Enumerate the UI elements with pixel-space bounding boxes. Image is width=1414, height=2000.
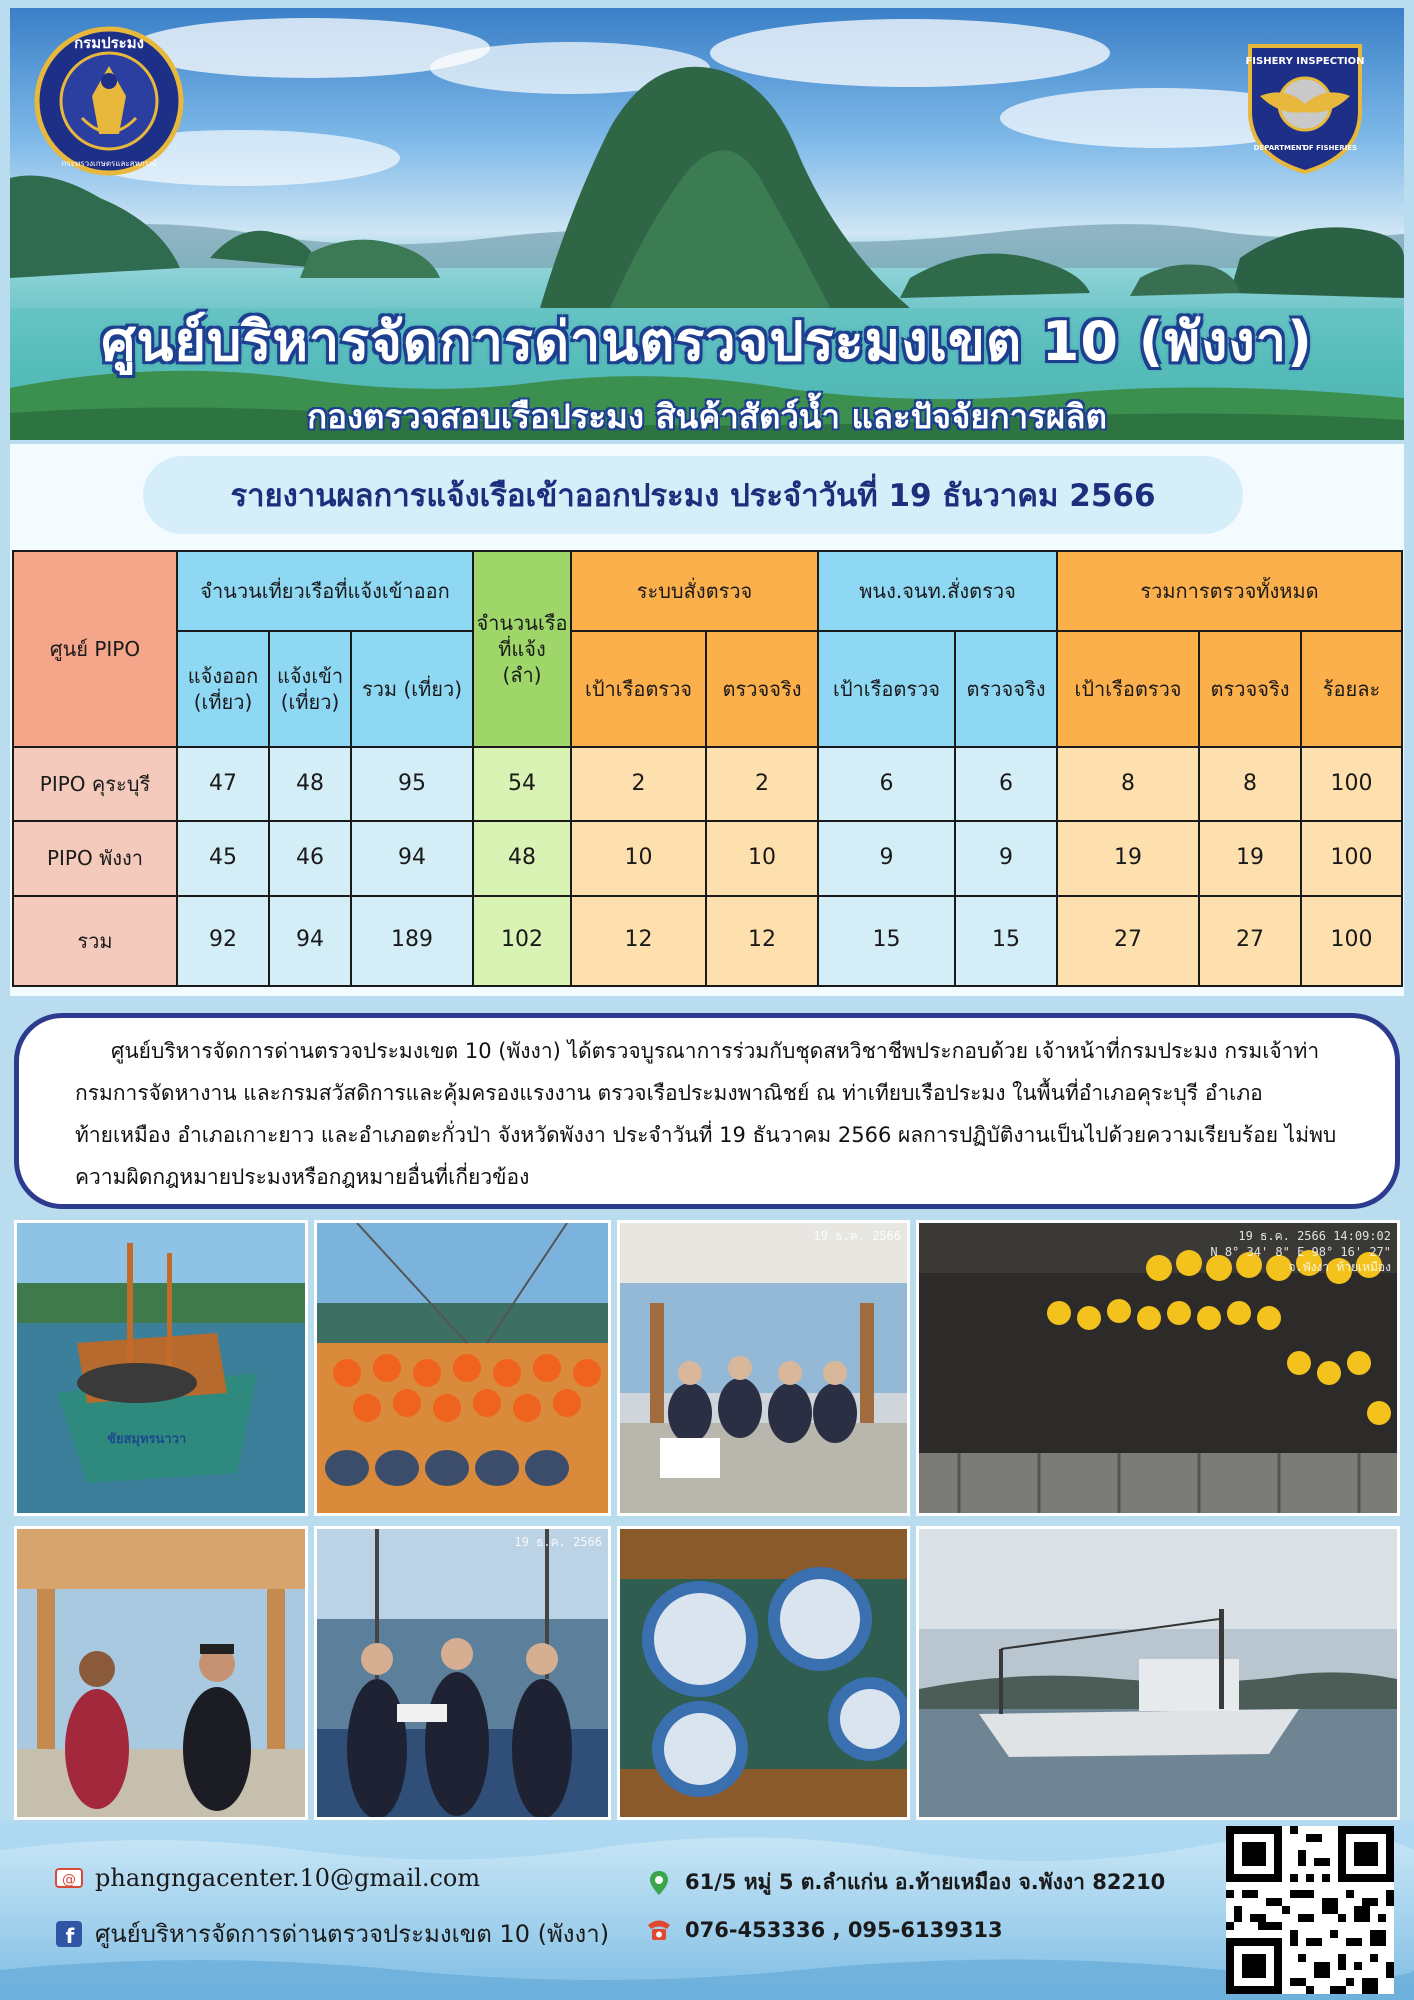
facebook-page-name[interactable]: ศูนย์บริหารจัดการด่านตรวจประมงเขต 10 (พังงา) <box>95 1920 610 1948</box>
cell-percent: 100 <box>1301 896 1402 986</box>
table-header-row-1 <box>13 551 1402 631</box>
cell-trips-in: 94 <box>269 896 351 986</box>
cell-trips-in: 48 <box>269 747 351 821</box>
cell-percent: 100 <box>1301 747 1402 821</box>
row-center: PIPO พังงา <box>13 821 177 895</box>
cell-officer-actual: 9 <box>955 821 1057 895</box>
header-total-target: เป้าเรือตรวจ <box>1057 631 1199 747</box>
email-icon <box>55 1864 83 1892</box>
svg-text:f: f <box>65 1923 75 1948</box>
header-boats: จำนวนเรือที่แจ้ง (ลำ) <box>473 551 571 747</box>
header-officer-actual: ตรวจจริง <box>955 631 1057 747</box>
svg-text:@: @ <box>62 1872 76 1888</box>
cell-trips-total: 189 <box>351 896 473 986</box>
header-trips-group: จำนวนเที่ยวเรือที่แจ้งเข้าออก <box>177 551 473 631</box>
cell-trips-out: 45 <box>177 821 269 895</box>
contact-email[interactable] <box>55 1864 480 1892</box>
cell-officer-target: 15 <box>818 896 955 986</box>
cell-total-actual: 19 <box>1199 821 1301 895</box>
cell-percent: 100 <box>1301 821 1402 895</box>
cell-trips-out: 47 <box>177 747 269 821</box>
cell-boats: 54 <box>473 747 571 821</box>
photo-officers-at-table <box>617 1220 910 1516</box>
cell-system-target: 2 <box>571 747 706 821</box>
fishery-inspection-logo <box>1230 26 1380 176</box>
cell-total-actual: 27 <box>1199 896 1301 986</box>
photo-stamp-place: จ.พังงา ท้ายเหมือง <box>1288 1260 1391 1275</box>
photo-officer-checking-crew <box>14 1526 308 1820</box>
contact-address <box>645 1866 1165 1899</box>
cell-officer-actual: 15 <box>955 896 1057 986</box>
header-system-target: เป้าเรือตรวจ <box>571 631 706 747</box>
header-center: ศูนย์ PIPO <box>13 551 177 747</box>
footer-wave-decoration <box>0 1820 1414 2000</box>
summary-paragraph: ศูนย์บริหารจัดการด่านตรวจประมงเขต 10 (พังงา) ได้ตรวจบูรณาการร่วมกับชุดสหวิชาชีพประกอบด้วย เจ้าหน้าที่กรมประมง กรมเจ้าท่า กรมการจัดหางาน และกรมสวัสดิการและคุ้มครองแรงงาน ตรวจเรือประมงพาณิชย์ ณ ท่าเทียบเรือประมง ในพื้นที่อำเภอคุระบุรี อำเภอท้ายเหมือง อำเภอเกาะยาว และอำเภอตะกั่วป่า จังหวัดพังงา ประจำวันที่ 19 ธันวาคม 2566 ผลการปฏิบัติงานเป็นไปด้วยความเรียบร้อย ไม่พบความผิดกฎหมายประมงหรือกฎหมายอื่นที่เกี่ยวข้อง <box>14 1013 1400 1209</box>
header-total-actual: ตรวจจริง <box>1199 631 1301 747</box>
photo-stamp-coords: N 8° 34' 8" E 98° 16' 27" <box>1210 1244 1391 1259</box>
header-percent: ร้อยละ <box>1301 631 1402 747</box>
cell-total-target: 19 <box>1057 821 1199 895</box>
table-header-row-2 <box>13 631 1402 747</box>
cell-system-actual: 12 <box>706 896 818 986</box>
page-subtitle: กองตรวจสอบเรือประมง สินค้าสัตว์น้ำ และปัจจัยการผลิต <box>307 397 1107 436</box>
cell-total-target: 8 <box>1057 747 1199 821</box>
address-text: 61/5 หมู่ 5 ต.ลำแก่น อ.ท้ายเหมือง จ.พังงา 82210 <box>685 1870 1166 1894</box>
cell-total-actual: 8 <box>1199 747 1301 821</box>
boat-name-label: ชัยสมุทรนาวา <box>107 1432 187 1447</box>
cell-boats: 48 <box>473 821 571 895</box>
photo-fishing-nets-floats <box>916 1220 1400 1516</box>
cell-total-target: 27 <box>1057 896 1199 986</box>
cell-system-target: 10 <box>571 821 706 895</box>
photo-fishing-boat-dock <box>14 1220 308 1516</box>
header-trips-total: รวม (เที่ยว) <box>351 631 473 747</box>
phone-icon <box>645 1916 673 1944</box>
logo-right-center-text: ด่านตรวจประมง <box>1283 133 1327 140</box>
table-row <box>13 821 1402 895</box>
logo-left-top-text: กรมประมง <box>74 34 144 52</box>
footer <box>0 1820 1414 2000</box>
table-row <box>13 747 1402 821</box>
contact-facebook[interactable] <box>55 1914 609 1953</box>
header-system-actual: ตรวจจริง <box>706 631 818 747</box>
report-title: รายงานผลการแจ้งเรือเข้าออกประมง ประจำวันที่ 19 ธันวาคม 2566 <box>143 456 1243 534</box>
logo-right-bottom-right-text: OF FISHERIES <box>1302 144 1358 152</box>
header-total-group: รวมการตรวจทั้งหมด <box>1057 551 1402 631</box>
cell-trips-in: 46 <box>269 821 351 895</box>
photo-timestamp: 19 ธ.ค. 2566 <box>514 1535 602 1549</box>
header-system-group: ระบบสั่งตรวจ <box>571 551 818 631</box>
report-panel <box>10 444 1404 996</box>
email-text[interactable]: phangngacenter.10@gmail.com <box>95 1864 481 1892</box>
qr-code[interactable] <box>1226 1826 1394 1994</box>
photo-stamp-date: 19 ธ.ค. 2566 14:09:02 <box>1238 1229 1391 1243</box>
page-title: ศูนย์บริหารจัดการด่านตรวจประมงเขต 10 (พังงา) <box>101 310 1313 373</box>
logo-right-top-text: FISHERY INSPECTION <box>1245 56 1365 67</box>
header-officer-target: เป้าเรือตรวจ <box>818 631 955 747</box>
row-center: PIPO คุระบุรี <box>13 747 177 821</box>
header-officer-group: พนง.จนท.สั่งตรวจ <box>818 551 1057 631</box>
photo-fish-catch-baskets <box>617 1526 910 1820</box>
cell-system-actual: 10 <box>706 821 818 895</box>
logo-left-bottom-text: กระทรวงเกษตรและสหกรณ์ <box>61 159 157 168</box>
cell-boats: 102 <box>473 896 571 986</box>
cell-officer-target: 9 <box>818 821 955 895</box>
cell-officer-target: 6 <box>818 747 955 821</box>
photo-stamp-block <box>1210 1229 1391 1276</box>
header-banner <box>10 8 1404 440</box>
cell-trips-total: 94 <box>351 821 473 895</box>
cell-trips-total: 95 <box>351 747 473 821</box>
fisheries-department-logo <box>34 26 184 176</box>
photo-boat-at-sea <box>916 1526 1400 1820</box>
cell-system-target: 12 <box>571 896 706 986</box>
cell-officer-actual: 6 <box>955 747 1057 821</box>
logo-right-bottom-left-text: DEPARTMENT <box>1253 144 1307 152</box>
facebook-icon <box>55 1920 83 1948</box>
contact-phone[interactable] <box>645 1916 1003 1944</box>
location-pin-icon <box>645 1869 673 1897</box>
table-row-total <box>13 896 1402 986</box>
inspection-stats-table <box>12 550 1403 987</box>
header-trips-in: แจ้งเข้า (เที่ยว) <box>269 631 351 747</box>
photo-crew-on-deck <box>314 1220 611 1516</box>
header-trips-out: แจ้งออก (เที่ยว) <box>177 631 269 747</box>
phone-text[interactable]: 076-453336 , 095-6139313 <box>685 1918 1003 1942</box>
cell-trips-out: 92 <box>177 896 269 986</box>
row-center: รวม <box>13 896 177 986</box>
photo-officers-reviewing-documents <box>314 1526 611 1820</box>
photo-timestamp: 19 ธ.ค. 2566 <box>813 1229 901 1243</box>
cell-system-actual: 2 <box>706 747 818 821</box>
